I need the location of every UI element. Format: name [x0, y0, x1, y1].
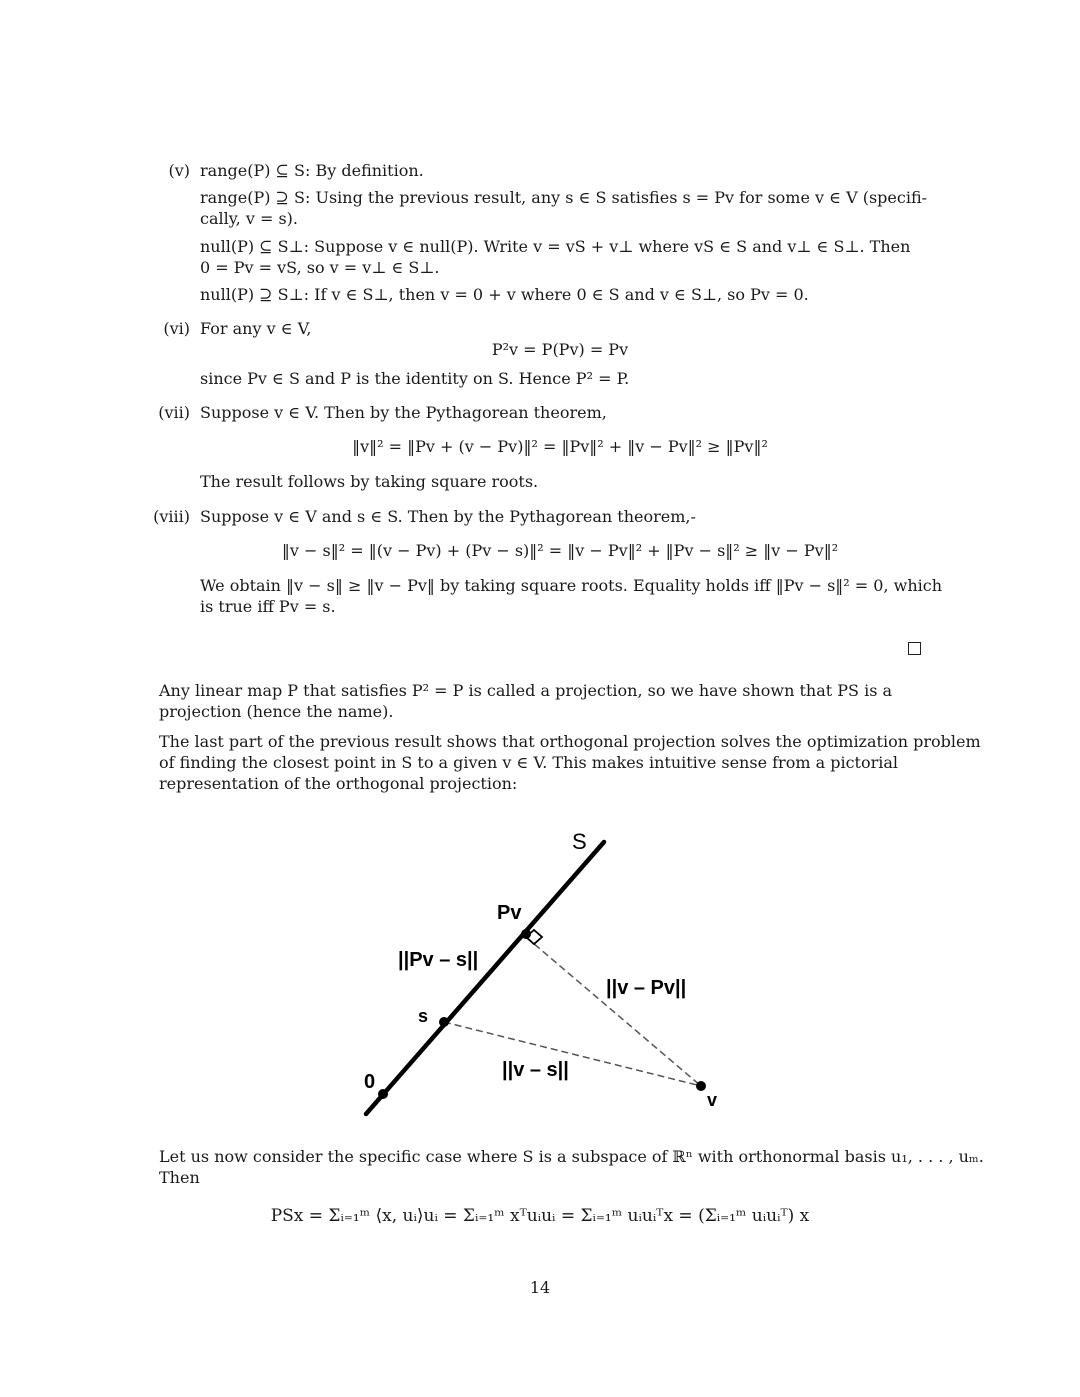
item-label-vii: (vii): [158, 403, 190, 422]
label-pv: Pv: [497, 902, 522, 924]
qed-square: [908, 642, 921, 655]
projection-figure: [340, 820, 740, 1120]
point-pv: [521, 929, 531, 939]
item-viii-line-3: is true iff Pv = s.: [200, 597, 336, 616]
paragraph-orthonormal-line-2: Then: [159, 1168, 200, 1187]
item-viii-line-1: Suppose v ∈ V and s ∈ S. Then by the Pythagorean theorem,-: [200, 507, 696, 526]
paragraph-projection-line-1: Any linear map P that satisfies P² = P is called a projection, so we have shown that PS is a: [159, 681, 893, 700]
label-norm-v-minus-pv: ||v – Pv||: [606, 977, 687, 999]
paragraph-optimization-line-3: representation of the orthogonal projection:: [159, 774, 518, 793]
item-label-v: (v): [168, 161, 190, 180]
label-point-s: s: [418, 1006, 429, 1026]
item-v-line-1: range(P) ⊆ S: By definition.: [200, 161, 424, 180]
item-vii-line-2: The result follows by taking square roots.: [200, 472, 539, 491]
item-viii-equation: ‖v − s‖² = ‖(v − Pv) + (Pv − s)‖² = ‖v − Pv‖² + ‖Pv − s‖² ≥ ‖v − Pv‖²: [281, 541, 839, 560]
item-label-viii: (viii): [153, 507, 190, 526]
item-viii-line-2: We obtain ‖v − s‖ ≥ ‖v − Pv‖ by taking square roots. Equality holds iff ‖Pv − s‖² = 0, which: [200, 576, 943, 595]
point-origin: [378, 1089, 388, 1099]
final-equation: PSx = Σᵢ₌₁ᵐ ⟨x, uᵢ⟩uᵢ = Σᵢ₌₁ᵐ xᵀuᵢuᵢ = Σᵢ₌₁ᵐ uᵢuᵢᵀx = (Σᵢ₌₁ᵐ uᵢuᵢᵀ) x: [270, 1206, 810, 1226]
item-vi-equation: P²v = P(Pv) = Pv: [491, 340, 629, 359]
paragraph-projection-line-2: projection (hence the name).: [159, 702, 394, 721]
item-vii-equation: ‖v‖² = ‖Pv + (v − Pv)‖² = ‖Pv‖² + ‖v − Pv‖² ≥ ‖Pv‖²: [352, 437, 768, 456]
label-subspace-s: S: [572, 829, 587, 854]
item-vii-line-1: Suppose v ∈ V. Then by the Pythagorean theorem,: [200, 403, 607, 422]
page-number: 14: [529, 1278, 551, 1297]
paragraph-orthonormal-line-1: Let us now consider the specific case where S is a subspace of ℝⁿ with orthonormal basis u₁, . . . , uₘ.: [159, 1147, 984, 1166]
item-vi-line-1: For any v ∈ V,: [200, 319, 312, 338]
item-v-line-5: 0 = Pv = vS, so v = v⊥ ∈ S⊥.: [200, 258, 440, 277]
item-vi-line-2: since Pv ∈ S and P is the identity on S. Hence P² = P.: [200, 369, 630, 388]
label-norm-pv-minus-s: ||Pv – s||: [398, 949, 479, 971]
item-v-line-4: null(P) ⊆ S⊥: Suppose v ∈ null(P). Write v = vS + v⊥ where vS ∈ S and v⊥ ∈ S⊥. Then: [200, 237, 911, 256]
label-point-v: v: [707, 1090, 718, 1110]
item-v-line-3: cally, v = s).: [200, 209, 298, 228]
paragraph-optimization-line-2: of finding the closest point in S to a given v ∈ V. This makes intuitive sense from a pictorial: [159, 753, 899, 772]
item-label-vi: (vi): [163, 319, 190, 338]
point-v: [696, 1081, 706, 1091]
item-v-line-6: null(P) ⊇ S⊥: If v ∈ S⊥, then v = 0 + v where 0 ∈ S and v ∈ S⊥, so Pv = 0.: [200, 285, 809, 304]
item-v-line-2: range(P) ⊇ S: Using the previous result, any s ∈ S satisfies s = Pv for some v ∈ V (specifi-: [200, 188, 928, 207]
label-norm-v-minus-s: ||v – s||: [502, 1059, 569, 1081]
point-s: [439, 1017, 449, 1027]
label-origin: 0: [364, 1071, 376, 1093]
paragraph-optimization-line-1: The last part of the previous result shows that orthogonal projection solves the optimization problem: [159, 732, 981, 751]
